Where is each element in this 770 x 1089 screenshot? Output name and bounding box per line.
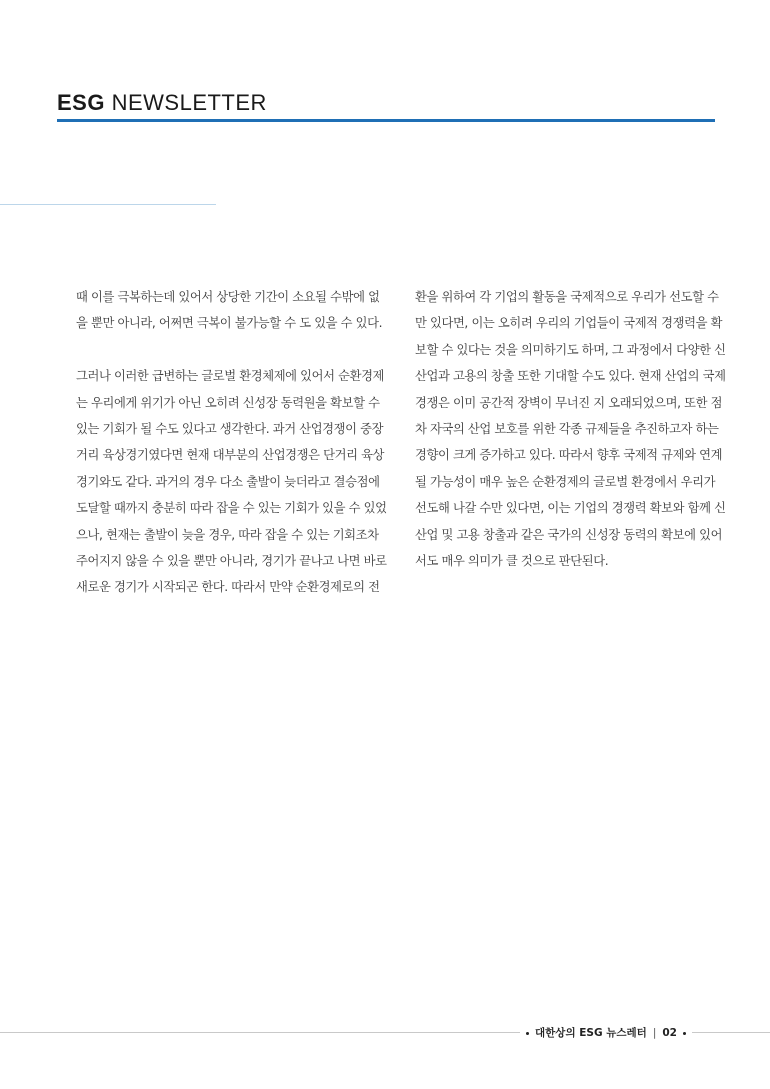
text-line: 만 있다면, 이는 오히려 우리의 기업들이 국제적 경쟁력을 확 [415, 316, 723, 331]
newsletter-title-esg: ESG [57, 90, 105, 115]
side-accent-rule [0, 204, 216, 205]
left-paragraph-2 [76, 363, 387, 601]
right-text-column [415, 284, 726, 574]
text-line: 경기와도 같다. 과거의 경우 다소 출발이 늦더라고 결승점에 [76, 474, 380, 489]
left-paragraph-1 [76, 284, 383, 337]
right-paragraph-1 [415, 284, 726, 574]
text-line: 차 자국의 산업 보호를 위한 각종 규제들을 추진하고자 하는 [415, 422, 719, 437]
page-number: 02 [662, 1027, 677, 1039]
text-line: 서도 매우 의미가 클 것으로 판단된다. [415, 554, 609, 569]
text-line: 경향이 크게 증가하고 있다. 따라서 향후 국제적 규제와 연계 [415, 448, 723, 463]
text-line: 그러나 이러한 급변하는 글로벌 환경체제에 있어서 순환경제 [76, 369, 385, 384]
footer-separator: | [652, 1027, 657, 1039]
text-line: 있는 기회가 될 수도 있다고 생각한다. 과거 산업경쟁이 중장 [76, 422, 384, 437]
page-footer [520, 1025, 692, 1041]
header-divider [57, 119, 715, 122]
footer-publication: 대한상의 ESG 뉴스레터 [535, 1027, 647, 1039]
newsletter-title-rest: NEWSLETTER [104, 90, 267, 115]
text-line: 산업 및 고용 창출과 같은 국가의 신성장 동력의 확보에 있어 [415, 527, 723, 542]
text-line: 경쟁은 이미 공간적 장벽이 무너진 지 오래되었으며, 또한 점 [415, 395, 723, 410]
bullet-dot-icon [526, 1032, 529, 1035]
text-line: 거리 육상경기였다면 현재 대부분의 산업경쟁은 단거리 육상 [76, 448, 385, 463]
text-line: 환을 위하여 각 기업의 활동을 국제적으로 우리가 선도할 수 [415, 290, 719, 304]
left-text-column [76, 284, 387, 601]
text-line: 을 뿐만 아니라, 어쩌면 극복이 불가능할 수 도 있을 수 있다. [76, 316, 383, 331]
newsletter-title [57, 88, 715, 118]
bullet-dot-icon [683, 1032, 686, 1035]
text-line: 때 이를 극복하는데 있어서 상당한 기간이 소요될 수밖에 없 [76, 290, 380, 304]
text-line: 도달할 때까지 충분히 따라 잡을 수 있는 기회가 있을 수 있었 [76, 501, 387, 516]
text-line: 보할 수 있다는 것을 의미하기도 하며, 그 과정에서 다양한 신 [415, 342, 726, 357]
text-line: 는 우리에게 위기가 아닌 오히려 신성장 동력원을 확보할 수 [76, 395, 380, 410]
text-line: 산업과 고용의 창출 또한 기대할 수도 있다. 현재 산업의 국제 [415, 369, 726, 384]
text-line: 으나, 현재는 출발이 늦을 경우, 따라 잡을 수 있는 기회조차 [76, 527, 379, 542]
newsletter-header [57, 88, 715, 123]
text-line: 선도해 나갈 수만 있다면, 이는 기업의 경쟁력 확보와 함께 신 [415, 501, 726, 516]
text-line: 주어지지 않을 수 있을 뿐만 아니라, 경기가 끝나고 나면 바로 [76, 554, 387, 569]
text-line: 될 가능성이 매우 높은 순환경제의 글로벌 환경에서 우리가 [415, 474, 716, 489]
text-line: 새로운 경기가 시작되곤 한다. 따라서 만약 순환경제로의 전 [76, 580, 380, 595]
